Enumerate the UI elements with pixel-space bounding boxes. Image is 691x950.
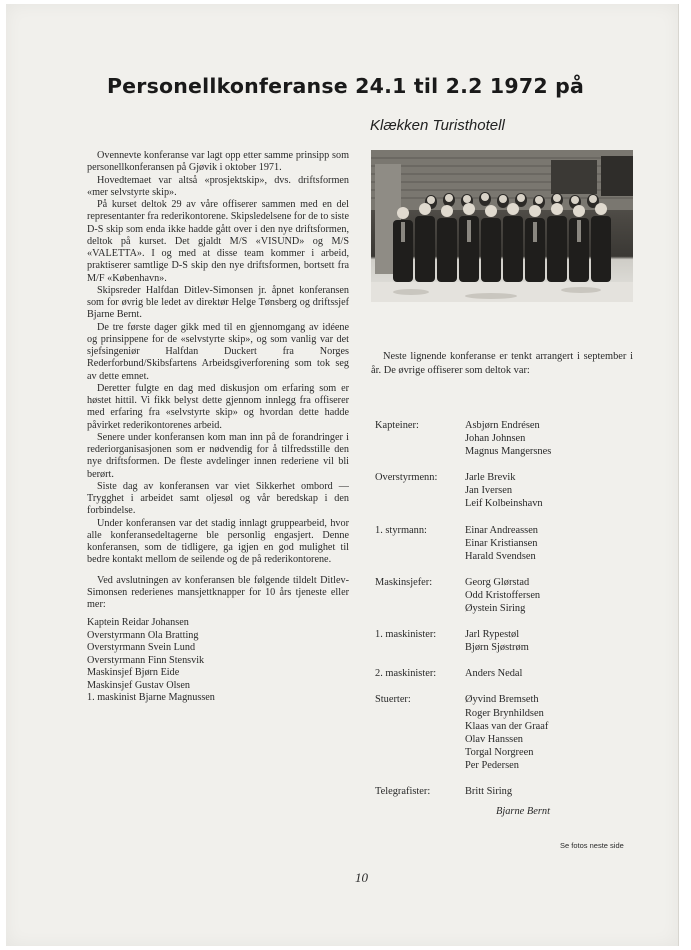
roster-role: 2. maskinister: bbox=[375, 668, 437, 680]
roster-role: 1. styrmann: bbox=[375, 524, 427, 536]
roster-name: Magnus Mangersnes bbox=[465, 446, 552, 458]
left-column bbox=[87, 150, 349, 705]
roster-names bbox=[465, 693, 548, 772]
list-item: Overstyrmann Svein Lund bbox=[87, 642, 196, 654]
roster-name: Leif Kolbeinshavn bbox=[465, 498, 543, 510]
paragraph: Hovedtemaet var altså «prosjektskip», dvs. driftsformen «mer selvstyrte skip». bbox=[87, 174, 349, 198]
group-photo bbox=[371, 150, 633, 302]
roster-names bbox=[465, 628, 529, 654]
list-item: Kaptein Reidar Johansen bbox=[87, 617, 189, 629]
roster-role: Telegrafister: bbox=[375, 785, 431, 797]
paragraph: Siste dag av konferansen var viet Sikkerhet ombord — Trygghet i arbeidet samt oljesøl og vår beredskap i den forbindelse. bbox=[87, 480, 349, 517]
roster-names bbox=[465, 524, 538, 563]
list-item: 1. maskinist Bjarne Magnussen bbox=[87, 692, 215, 704]
awards-list bbox=[87, 617, 349, 705]
roster-name: Torgal Norgreen bbox=[465, 746, 534, 758]
paragraph: På kurset deltok 29 av våre offiserer sammen med en del representanter fra rederikontorene. Skipsledelsene for de to siste D-S skip som enda ikke hadde gått over i den nye driftsformen, deltok på kurset. Det gjaldt M/S «VISUND» og M/S «VALETTA». I og med at disse team kommer i arbeid, praktiserer samtlige D-S skip den nye driftsformen, bortsett fra M/F «København». bbox=[87, 199, 349, 284]
group-photo-image bbox=[371, 150, 633, 302]
roster-name: Britt Siring bbox=[465, 785, 513, 797]
roster-name: Jan Iversen bbox=[465, 485, 513, 497]
paragraph: Senere under konferansen kom man inn på de forandringer i rederiorganisasjonen som er nødvendig for å tilfredsstille den nye driftsformen. De fleste avdelinger innen rederiene vil bli berørt. bbox=[87, 431, 349, 480]
roster-names bbox=[465, 419, 551, 458]
roster-name: Per Pedersen bbox=[465, 759, 519, 771]
roster-group bbox=[375, 419, 635, 458]
roster-name: Anders Nedal bbox=[465, 668, 523, 680]
paragraph: Deretter fulgte en dag med diskusjon om erfaring som er høstet hittil. Vi fikk belyst dette gjennom innlegg fra offiserer med erfaring fra «selvstyrte skip» og hvordan dette hadde påvirket rederikontorenes arbeid. bbox=[87, 382, 349, 431]
roster-name: Klaas van der Graaf bbox=[465, 720, 549, 732]
roster-name: Asbjørn Endrésen bbox=[465, 420, 540, 431]
roster-role: Kapteiner: bbox=[375, 420, 419, 431]
roster-names bbox=[465, 785, 512, 798]
roster-name: Odd Kristoffersen bbox=[465, 589, 541, 601]
roster-role: Stuerter: bbox=[375, 694, 411, 706]
roster-group bbox=[375, 785, 635, 798]
list-item: Overstyrmann Ola Bratting bbox=[87, 629, 199, 641]
roster-group bbox=[375, 576, 635, 615]
paragraph: De tre første dager gikk med til en gjennomgang av idéene og prinsippene for de «selvstyrte skip», og som vanlig var det sjefsingeniør Halfdan Duckert fra Norges Rederforbund/Skibsfartens Arbeidsgiverforening som tok seg av dette emnet. bbox=[87, 321, 349, 382]
right-intro bbox=[371, 350, 633, 378]
list-item: Maskinsjef Bjørn Eide bbox=[87, 667, 180, 679]
list-item: Maskinsjef Gustav Olsen bbox=[87, 679, 190, 691]
roster-role: 1. maskinister: bbox=[375, 629, 437, 641]
roster-name: Roger Brynhildsen bbox=[465, 707, 544, 719]
roster-group bbox=[375, 667, 635, 680]
roster-name: Einar Kristiansen bbox=[465, 537, 538, 549]
roster-name: Georg Glørstad bbox=[465, 576, 530, 588]
roster-name: Olav Hanssen bbox=[465, 733, 524, 745]
article-title: Personellkonferanse 24.1 til 2.2 1972 på bbox=[106, 74, 585, 98]
officer-roster bbox=[375, 419, 635, 811]
awards-intro: Ved avslutningen av konferansen ble følgende tildelt Ditlev-Simonsen rederienes mansjettknapper for 10 års tjeneste eller mer: bbox=[87, 574, 349, 610]
roster-names bbox=[465, 667, 522, 680]
roster-role: Overstyrmenn: bbox=[375, 472, 438, 484]
roster-group bbox=[375, 471, 635, 510]
roster-group bbox=[375, 628, 635, 654]
paragraph: Under konferansen var det stadig innlagt gruppearbeid, hvor alle konferansedeltagerne ble personlig engasjert. Denne konferansen, som de tidligere, ga igjen en god mulighet til bedre kontakt mellom de seilende og de på rederikontorene. bbox=[87, 517, 349, 566]
photo-note: Se fotos neste side bbox=[560, 841, 624, 850]
list-item: Overstyrmann Finn Stensvik bbox=[87, 654, 205, 666]
roster-names bbox=[465, 471, 543, 510]
roster-name: Øyvind Bremseth bbox=[465, 694, 539, 706]
roster-group bbox=[375, 524, 635, 563]
roster-name: Bjørn Sjøstrøm bbox=[465, 642, 529, 654]
article-subtitle: Klækken Turisthotell bbox=[370, 117, 505, 134]
roster-name: Øystein Siring bbox=[465, 603, 526, 615]
roster-group bbox=[375, 693, 635, 772]
paragraph: Skipsreder Halfdan Ditlev-Simonsen jr. åpnet konferansen som for øvrig ble ledet av direktør Helge Tønsberg og driftssjef Bjarne Bernt. bbox=[87, 284, 349, 321]
roster-name: Harald Svendsen bbox=[465, 550, 536, 562]
roster-name: Jarl Rypestøl bbox=[465, 629, 520, 641]
roster-name: Jarle Brevik bbox=[465, 472, 516, 484]
roster-role: Maskinsjefer: bbox=[375, 576, 433, 588]
author-signature: Bjarne Bernt bbox=[496, 806, 550, 817]
page-number: 10 bbox=[355, 870, 368, 885]
paragraph: Ovennevte konferanse var lagt opp etter samme prinsipp som personellkonferansen på Gjøvik i oktober 1971. bbox=[87, 150, 349, 174]
roster-names bbox=[465, 576, 540, 615]
paragraph: Neste lignende konferanse er tenkt arrangert i september i år. De øvrige offiserer som deltok var: bbox=[371, 351, 633, 377]
roster-name: Einar Andreassen bbox=[465, 524, 538, 536]
roster-name: Johan Johnsen bbox=[465, 433, 526, 445]
